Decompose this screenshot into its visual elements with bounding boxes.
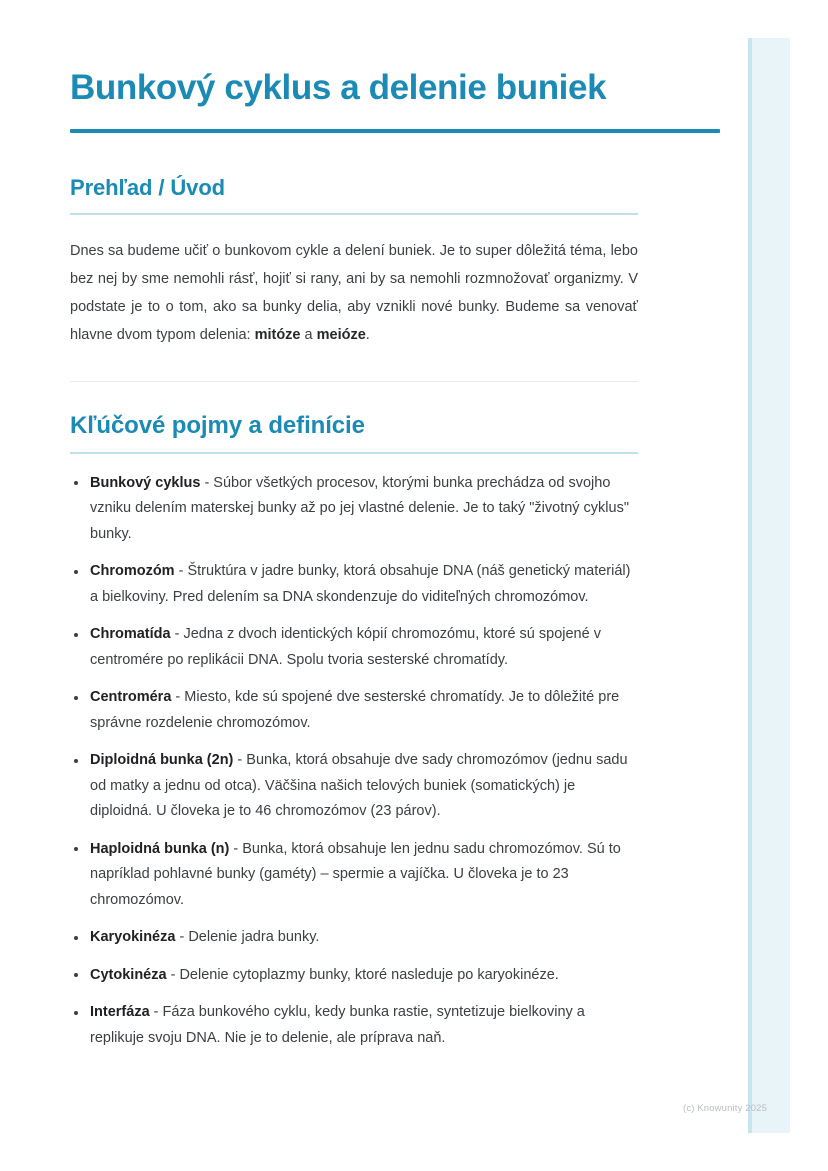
term-definition: - Súbor všetkých procesov, ktorými bunka prechádza od svojho vzniku delením materskej bunky až po jej vlastné delenie. Je to taký "životný cyklus" bunky. [90, 474, 629, 542]
overview-paragraph-tail: . [365, 326, 370, 343]
list-item [70, 471, 638, 548]
list-item [70, 622, 638, 673]
term-name: Chromozóm [90, 563, 175, 580]
term-name: Interfáza [90, 1004, 150, 1021]
list-item [70, 837, 638, 914]
overview-paragraph-part-1: Dnes sa budeme učiť o bunkovom cykle a delení buniek. Je to super dôležitá téma, lebo bez nej by sme nemohli rásť, hojiť si rany, ani by sa nemohli rozmnožovať organizmy. V podstate je to o tom, ako sa bunky delia, aby vznikli nové bunky. Budeme sa venovať hlavne dvom typom delenia: [70, 242, 638, 343]
list-item [70, 748, 638, 825]
section-heading-overview: Prehľad / Úvod [70, 174, 225, 200]
document-content [70, 64, 638, 1063]
key-terms-list [70, 454, 638, 1052]
term-name: Cytokinéza [90, 966, 167, 983]
term-definition: - Fáza bunkového cyklu, kedy bunka rastie, syntetizuje bielkoviny a replikuje svoju DNA. Nie je to delenie, ale príprava naň. [90, 1004, 585, 1046]
list-item [70, 685, 638, 736]
list-item [70, 559, 638, 610]
term-name: Bunkový cyklus [90, 474, 201, 491]
term-definition: - Jedna z dvoch identických kópií chromozómu, ktoré sú spojené v centromére po replikácii DNA. Spolu tvoria sesterské chromatídy. [90, 626, 601, 668]
list-item [70, 925, 638, 951]
overview-bold-mitoze: mitóze [254, 326, 301, 343]
term-name: Centroméra [90, 689, 172, 706]
term-definition: - Miesto, kde sú spojené dve sesterské chromatídy. Je to dôležité pre správne rozdelenie chromozómov. [90, 689, 620, 731]
overview-paragraph-conjunction: a [300, 326, 317, 343]
overview-bold-meioze: meióze [316, 326, 366, 343]
right-side-band-edge [748, 38, 752, 1133]
term-name: Diploidná bunka (2n) [90, 752, 234, 769]
term-definition: - Bunka, ktorá obsahuje dve sady chromozómov (jednu sadu od matky a jednu od otca). Väčšina našich telových buniek (somatických) je diploidná. U človeka je to 46 chromozómov (23 párov). [90, 752, 628, 820]
right-side-band [748, 38, 790, 1133]
list-item [70, 1000, 638, 1051]
term-definition: - Delenie cytoplazmy bunky, ktoré nasleduje po karyokinéze. [166, 966, 559, 983]
term-definition: - Bunka, ktorá obsahuje len jednu sadu chromozómov. Sú to napríklad pohlavné bunky (gaméty) – spermie a vajíčka. U človeka je to 23 chromozómov. [90, 840, 621, 908]
term-name: Haploidná bunka (n) [90, 840, 230, 857]
term-definition: - Delenie jadra bunky. [175, 929, 320, 946]
section-heading-key-terms: Kľúčové pojmy a definície [70, 411, 365, 439]
list-item [70, 963, 638, 989]
term-name: Karyokinéza [90, 929, 176, 946]
term-definition: - Štruktúra v jadre bunky, ktorá obsahuje DNA (náš genetický materiál) a bielkoviny. Pred delením sa DNA skondenzuje do viditeľných chromozómov. [90, 563, 631, 605]
page-title: Bunkový cyklus a delenie buniek [70, 68, 607, 107]
overview-paragraph [70, 215, 638, 349]
footer-watermark: (c) Knowunity 2025 [683, 1103, 768, 1114]
term-name: Chromatída [90, 626, 171, 643]
